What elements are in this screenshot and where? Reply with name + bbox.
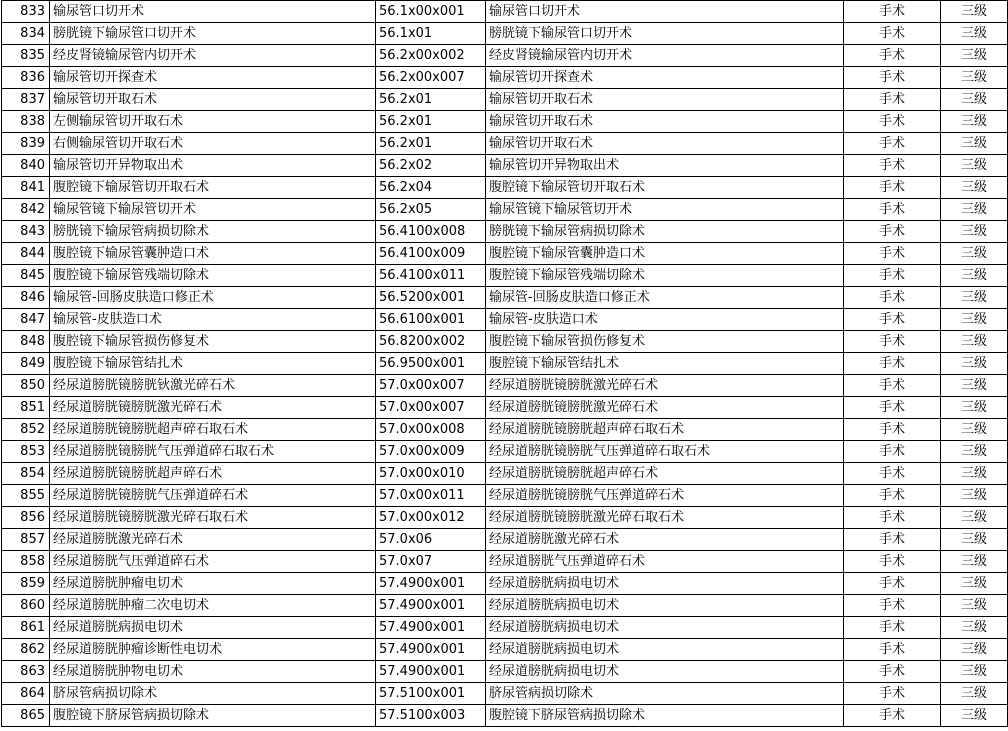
level-cell[interactable]: 三级: [941, 1, 1008, 23]
standard-name-cell[interactable]: 经尿道膀胱病损电切术: [486, 639, 844, 661]
table-row: [2, 551, 1008, 573]
row-number-cell[interactable]: 845: [2, 265, 50, 287]
level-cell[interactable]: 三级: [941, 111, 1008, 133]
category-cell[interactable]: 手术: [844, 243, 941, 265]
table-row: [2, 23, 1008, 45]
standard-name-cell[interactable]: 经尿道膀胱镜膀胱气压弹道碎石取石术: [486, 441, 844, 463]
category-cell[interactable]: 手术: [844, 683, 941, 705]
procedure-name-cell[interactable]: 经尿道膀胱气压弹道碎石术: [50, 551, 376, 573]
procedure-name-cell[interactable]: 腹腔镜下输尿管结扎术: [50, 353, 376, 375]
level-cell[interactable]: 三级: [941, 89, 1008, 111]
standard-name-cell[interactable]: 输尿管切开探查术: [486, 67, 844, 89]
standard-name-cell[interactable]: 膀胱镜下输尿管病损切除术: [486, 221, 844, 243]
table-row: [2, 529, 1008, 551]
table-row: [2, 661, 1008, 683]
table-row: [2, 705, 1008, 727]
standard-name-cell[interactable]: 腹腔镜下输尿管残端切除术: [486, 265, 844, 287]
row-number-cell[interactable]: 836: [2, 67, 50, 89]
procedure-name-cell[interactable]: 左侧输尿管切开取石术: [50, 111, 376, 133]
procedure-name-cell[interactable]: 右侧输尿管切开取石术: [50, 133, 376, 155]
row-number-cell[interactable]: 846: [2, 287, 50, 309]
table-row: [2, 221, 1008, 243]
procedure-code-cell[interactable]: 57.4900x001: [376, 595, 486, 617]
row-number-cell[interactable]: 859: [2, 573, 50, 595]
row-number-cell[interactable]: 853: [2, 441, 50, 463]
procedure-name-cell[interactable]: 输尿管-回肠皮肤造口修正术: [50, 287, 376, 309]
category-cell[interactable]: 手术: [844, 45, 941, 67]
procedure-name-cell[interactable]: 脐尿管病损切除术: [50, 683, 376, 705]
row-number-cell[interactable]: 852: [2, 419, 50, 441]
level-cell[interactable]: 三级: [941, 529, 1008, 551]
category-cell[interactable]: 手术: [844, 639, 941, 661]
procedure-name-cell[interactable]: 腹腔镜下输尿管残端切除术: [50, 265, 376, 287]
category-cell[interactable]: 手术: [844, 133, 941, 155]
standard-name-cell[interactable]: 输尿管切开异物取出术: [486, 155, 844, 177]
standard-name-cell[interactable]: 经尿道膀胱病损电切术: [486, 573, 844, 595]
procedure-name-cell[interactable]: 经尿道膀胱激光碎石术: [50, 529, 376, 551]
row-number-cell[interactable]: 856: [2, 507, 50, 529]
row-number-cell[interactable]: 860: [2, 595, 50, 617]
procedure-name-cell[interactable]: 输尿管口切开术: [50, 1, 376, 23]
level-cell[interactable]: 三级: [941, 45, 1008, 67]
row-number-cell[interactable]: 857: [2, 529, 50, 551]
row-number-cell[interactable]: 865: [2, 705, 50, 727]
level-cell[interactable]: 三级: [941, 243, 1008, 265]
row-number-cell[interactable]: 858: [2, 551, 50, 573]
category-cell[interactable]: 手术: [844, 419, 941, 441]
procedure-code-cell[interactable]: 56.2x04: [376, 177, 486, 199]
level-cell[interactable]: 三级: [941, 419, 1008, 441]
category-cell[interactable]: 手术: [844, 265, 941, 287]
standard-name-cell[interactable]: 经尿道膀胱病损电切术: [486, 595, 844, 617]
table-row: [2, 111, 1008, 133]
procedure-code-cell[interactable]: 56.6100x001: [376, 309, 486, 331]
row-number-cell[interactable]: 862: [2, 639, 50, 661]
row-number-cell[interactable]: 842: [2, 199, 50, 221]
standard-name-cell[interactable]: 脐尿管病损切除术: [486, 683, 844, 705]
standard-name-cell[interactable]: 经尿道膀胱镜膀胱气压弹道碎石术: [486, 485, 844, 507]
row-number-cell[interactable]: 834: [2, 23, 50, 45]
row-number-cell[interactable]: 837: [2, 89, 50, 111]
procedure-name-cell[interactable]: 经尿道膀胱肿瘤诊断性电切术: [50, 639, 376, 661]
procedure-name-cell[interactable]: 输尿管-皮肤造口术: [50, 309, 376, 331]
procedure-name-cell[interactable]: 经尿道膀胱镜膀胱激光碎石术: [50, 397, 376, 419]
category-cell[interactable]: 手术: [844, 375, 941, 397]
row-number-cell[interactable]: 863: [2, 661, 50, 683]
category-cell[interactable]: 手术: [844, 221, 941, 243]
standard-name-cell[interactable]: 经尿道膀胱气压弹道碎石术: [486, 551, 844, 573]
table-row: [2, 617, 1008, 639]
row-number-cell[interactable]: 861: [2, 617, 50, 639]
table-row: [2, 287, 1008, 309]
level-cell[interactable]: 三级: [941, 463, 1008, 485]
procedure-name-cell[interactable]: 膀胱镜下输尿管口切开术: [50, 23, 376, 45]
standard-name-cell[interactable]: 输尿管-皮肤造口术: [486, 309, 844, 331]
procedure-code-cell[interactable]: 57.4900x001: [376, 661, 486, 683]
procedure-code-cell[interactable]: 56.8200x002: [376, 331, 486, 353]
procedure-code-cell[interactable]: 56.2x02: [376, 155, 486, 177]
table-row: [2, 595, 1008, 617]
row-number-cell[interactable]: 838: [2, 111, 50, 133]
standard-name-cell[interactable]: 输尿管切开取石术: [486, 111, 844, 133]
level-cell[interactable]: 三级: [941, 177, 1008, 199]
procedure-name-cell[interactable]: 经尿道膀胱病损电切术: [50, 617, 376, 639]
table-row: [2, 45, 1008, 67]
category-cell[interactable]: 手术: [844, 463, 941, 485]
standard-name-cell[interactable]: 腹腔镜下输尿管损伤修复术: [486, 331, 844, 353]
procedure-name-cell[interactable]: 经尿道膀胱镜膀胱超声碎石取石术: [50, 419, 376, 441]
category-cell[interactable]: 手术: [844, 705, 941, 727]
procedure-code-cell[interactable]: 56.2x01: [376, 111, 486, 133]
row-number-cell[interactable]: 841: [2, 177, 50, 199]
table-row: [2, 639, 1008, 661]
procedure-name-cell[interactable]: 经尿道膀胱肿物电切术: [50, 661, 376, 683]
table-row: [2, 133, 1008, 155]
procedure-code-cell[interactable]: 57.5100x001: [376, 683, 486, 705]
procedure-name-cell[interactable]: 经皮肾镜输尿管内切开术: [50, 45, 376, 67]
procedure-code-cell[interactable]: 56.2x00x007: [376, 67, 486, 89]
table-row: [2, 419, 1008, 441]
category-cell[interactable]: 手术: [844, 397, 941, 419]
category-cell[interactable]: 手术: [844, 617, 941, 639]
procedure-code-cell[interactable]: 57.0x00x007: [376, 375, 486, 397]
table-row: [2, 397, 1008, 419]
standard-name-cell[interactable]: 腹腔镜下脐尿管病损切除术: [486, 705, 844, 727]
procedure-code-cell[interactable]: 56.9500x001: [376, 353, 486, 375]
row-number-cell[interactable]: 855: [2, 485, 50, 507]
procedure-code-cell[interactable]: 57.4900x001: [376, 639, 486, 661]
surgery-catalog-table: [1, 0, 1008, 727]
category-cell[interactable]: 手术: [844, 155, 941, 177]
row-number-cell[interactable]: 847: [2, 309, 50, 331]
procedure-code-cell[interactable]: 57.5100x003: [376, 705, 486, 727]
row-number-cell[interactable]: 849: [2, 353, 50, 375]
category-cell[interactable]: 手术: [844, 67, 941, 89]
standard-name-cell[interactable]: 腹腔镜下输尿管切开取石术: [486, 177, 844, 199]
category-cell[interactable]: 手术: [844, 595, 941, 617]
procedure-name-cell[interactable]: 经尿道膀胱镜膀胱超声碎石术: [50, 463, 376, 485]
category-cell[interactable]: 手术: [844, 353, 941, 375]
level-cell[interactable]: 三级: [941, 507, 1008, 529]
category-cell[interactable]: 手术: [844, 661, 941, 683]
standard-name-cell[interactable]: 经尿道膀胱镜膀胱超声碎石术: [486, 463, 844, 485]
procedure-code-cell[interactable]: 57.0x00x011: [376, 485, 486, 507]
procedure-name-cell[interactable]: 输尿管镜下输尿管切开术: [50, 199, 376, 221]
procedure-code-cell[interactable]: 57.0x06: [376, 529, 486, 551]
level-cell[interactable]: 三级: [941, 23, 1008, 45]
standard-name-cell[interactable]: 经尿道膀胱病损电切术: [486, 661, 844, 683]
table-row: [2, 353, 1008, 375]
procedure-code-cell[interactable]: 57.0x00x007: [376, 397, 486, 419]
procedure-name-cell[interactable]: 经尿道膀胱肿瘤二次电切术: [50, 595, 376, 617]
procedure-code-cell[interactable]: 57.0x00x010: [376, 463, 486, 485]
level-cell[interactable]: 三级: [941, 265, 1008, 287]
standard-name-cell[interactable]: 经尿道膀胱镜膀胱激光碎石术: [486, 375, 844, 397]
level-cell[interactable]: 三级: [941, 309, 1008, 331]
procedure-name-cell[interactable]: 经尿道膀胱镜膀胱气压弹道碎石取石术: [50, 441, 376, 463]
table-row: [2, 507, 1008, 529]
procedure-code-cell[interactable]: 56.4100x008: [376, 221, 486, 243]
standard-name-cell[interactable]: 腹腔镜下输尿管囊肿造口术: [486, 243, 844, 265]
level-cell[interactable]: 三级: [941, 221, 1008, 243]
level-cell[interactable]: 三级: [941, 397, 1008, 419]
category-cell[interactable]: 手术: [844, 287, 941, 309]
category-cell[interactable]: 手术: [844, 309, 941, 331]
level-cell[interactable]: 三级: [941, 155, 1008, 177]
level-cell[interactable]: 三级: [941, 331, 1008, 353]
category-cell[interactable]: 手术: [844, 529, 941, 551]
level-cell[interactable]: 三级: [941, 617, 1008, 639]
procedure-code-cell[interactable]: 56.1x00x001: [376, 1, 486, 23]
row-number-cell[interactable]: 839: [2, 133, 50, 155]
table-row: [2, 243, 1008, 265]
procedure-code-cell[interactable]: 57.0x00x012: [376, 507, 486, 529]
category-cell[interactable]: 手术: [844, 331, 941, 353]
table-row: [2, 441, 1008, 463]
table-row: [2, 683, 1008, 705]
category-cell[interactable]: 手术: [844, 111, 941, 133]
procedure-name-cell[interactable]: 输尿管切开探查术: [50, 67, 376, 89]
level-cell[interactable]: 三级: [941, 705, 1008, 727]
level-cell[interactable]: 三级: [941, 485, 1008, 507]
row-number-cell[interactable]: 840: [2, 155, 50, 177]
standard-name-cell[interactable]: 腹腔镜下输尿管结扎术: [486, 353, 844, 375]
row-number-cell[interactable]: 844: [2, 243, 50, 265]
level-cell[interactable]: 三级: [941, 353, 1008, 375]
procedure-name-cell[interactable]: 经尿道膀胱镜膀胱钬激光碎石术: [50, 375, 376, 397]
category-cell[interactable]: 手术: [844, 199, 941, 221]
table-row: [2, 199, 1008, 221]
level-cell[interactable]: 三级: [941, 639, 1008, 661]
procedure-code-cell[interactable]: 57.0x00x009: [376, 441, 486, 463]
level-cell[interactable]: 三级: [941, 375, 1008, 397]
table-body: [2, 1, 1008, 727]
level-cell[interactable]: 三级: [941, 661, 1008, 683]
procedure-name-cell[interactable]: 输尿管切开取石术: [50, 89, 376, 111]
procedure-code-cell[interactable]: 57.4900x001: [376, 573, 486, 595]
procedure-code-cell[interactable]: 56.1x01: [376, 23, 486, 45]
table-row: [2, 177, 1008, 199]
procedure-code-cell[interactable]: 57.0x07: [376, 551, 486, 573]
standard-name-cell[interactable]: 输尿管镜下输尿管切开术: [486, 199, 844, 221]
table-row: [2, 573, 1008, 595]
procedure-name-cell[interactable]: 经尿道膀胱肿瘤电切术: [50, 573, 376, 595]
level-cell[interactable]: 三级: [941, 67, 1008, 89]
procedure-code-cell[interactable]: 56.2x05: [376, 199, 486, 221]
procedure-name-cell[interactable]: 膀胱镜下输尿管病损切除术: [50, 221, 376, 243]
standard-name-cell[interactable]: 输尿管切开取石术: [486, 133, 844, 155]
level-cell[interactable]: 三级: [941, 683, 1008, 705]
level-cell[interactable]: 三级: [941, 551, 1008, 573]
standard-name-cell[interactable]: 输尿管口切开术: [486, 1, 844, 23]
standard-name-cell[interactable]: 经尿道膀胱镜膀胱超声碎石取石术: [486, 419, 844, 441]
procedure-name-cell[interactable]: 经尿道膀胱镜膀胱激光碎石取石术: [50, 507, 376, 529]
table-row: [2, 375, 1008, 397]
category-cell[interactable]: 手术: [844, 507, 941, 529]
procedure-code-cell[interactable]: 56.2x00x002: [376, 45, 486, 67]
procedure-code-cell[interactable]: 56.5200x001: [376, 287, 486, 309]
table-row: [2, 463, 1008, 485]
standard-name-cell[interactable]: 经尿道膀胱激光碎石术: [486, 529, 844, 551]
row-number-cell[interactable]: 833: [2, 1, 50, 23]
table-row: [2, 309, 1008, 331]
category-cell[interactable]: 手术: [844, 89, 941, 111]
procedure-code-cell[interactable]: 56.2x01: [376, 133, 486, 155]
table-row: [2, 485, 1008, 507]
table-row: [2, 1, 1008, 23]
procedure-name-cell[interactable]: 腹腔镜下输尿管囊肿造口术: [50, 243, 376, 265]
standard-name-cell[interactable]: 经皮肾镜输尿管内切开术: [486, 45, 844, 67]
level-cell[interactable]: 三级: [941, 595, 1008, 617]
procedure-name-cell[interactable]: 输尿管切开异物取出术: [50, 155, 376, 177]
table-row: [2, 331, 1008, 353]
table-row: [2, 155, 1008, 177]
level-cell[interactable]: 三级: [941, 133, 1008, 155]
row-number-cell[interactable]: 848: [2, 331, 50, 353]
category-cell[interactable]: 手术: [844, 485, 941, 507]
table-row: [2, 265, 1008, 287]
standard-name-cell[interactable]: 膀胱镜下输尿管口切开术: [486, 23, 844, 45]
category-cell[interactable]: 手术: [844, 177, 941, 199]
row-number-cell[interactable]: 843: [2, 221, 50, 243]
procedure-code-cell[interactable]: 57.4900x001: [376, 617, 486, 639]
level-cell[interactable]: 三级: [941, 573, 1008, 595]
procedure-code-cell[interactable]: 57.0x00x008: [376, 419, 486, 441]
level-cell[interactable]: 三级: [941, 441, 1008, 463]
standard-name-cell[interactable]: 输尿管-回肠皮肤造口修正术: [486, 287, 844, 309]
standard-name-cell[interactable]: 经尿道膀胱镜膀胱激光碎石取石术: [486, 507, 844, 529]
category-cell[interactable]: 手术: [844, 23, 941, 45]
procedure-name-cell[interactable]: 经尿道膀胱镜膀胱气压弹道碎石术: [50, 485, 376, 507]
row-number-cell[interactable]: 851: [2, 397, 50, 419]
standard-name-cell[interactable]: 经尿道膀胱镜膀胱激光碎石术: [486, 397, 844, 419]
category-cell[interactable]: 手术: [844, 1, 941, 23]
standard-name-cell[interactable]: 输尿管切开取石术: [486, 89, 844, 111]
standard-name-cell[interactable]: 经尿道膀胱病损电切术: [486, 617, 844, 639]
row-number-cell[interactable]: 854: [2, 463, 50, 485]
category-cell[interactable]: 手术: [844, 573, 941, 595]
table-row: [2, 67, 1008, 89]
category-cell[interactable]: 手术: [844, 551, 941, 573]
category-cell[interactable]: 手术: [844, 441, 941, 463]
procedure-code-cell[interactable]: 56.4100x011: [376, 265, 486, 287]
procedure-code-cell[interactable]: 56.2x01: [376, 89, 486, 111]
procedure-code-cell[interactable]: 56.4100x009: [376, 243, 486, 265]
level-cell[interactable]: 三级: [941, 199, 1008, 221]
row-number-cell[interactable]: 835: [2, 45, 50, 67]
table-row: [2, 89, 1008, 111]
level-cell[interactable]: 三级: [941, 287, 1008, 309]
row-number-cell[interactable]: 864: [2, 683, 50, 705]
row-number-cell[interactable]: 850: [2, 375, 50, 397]
procedure-name-cell[interactable]: 腹腔镜下输尿管切开取石术: [50, 177, 376, 199]
procedure-name-cell[interactable]: 腹腔镜下输尿管损伤修复术: [50, 331, 376, 353]
procedure-name-cell[interactable]: 腹腔镜下脐尿管病损切除术: [50, 705, 376, 727]
